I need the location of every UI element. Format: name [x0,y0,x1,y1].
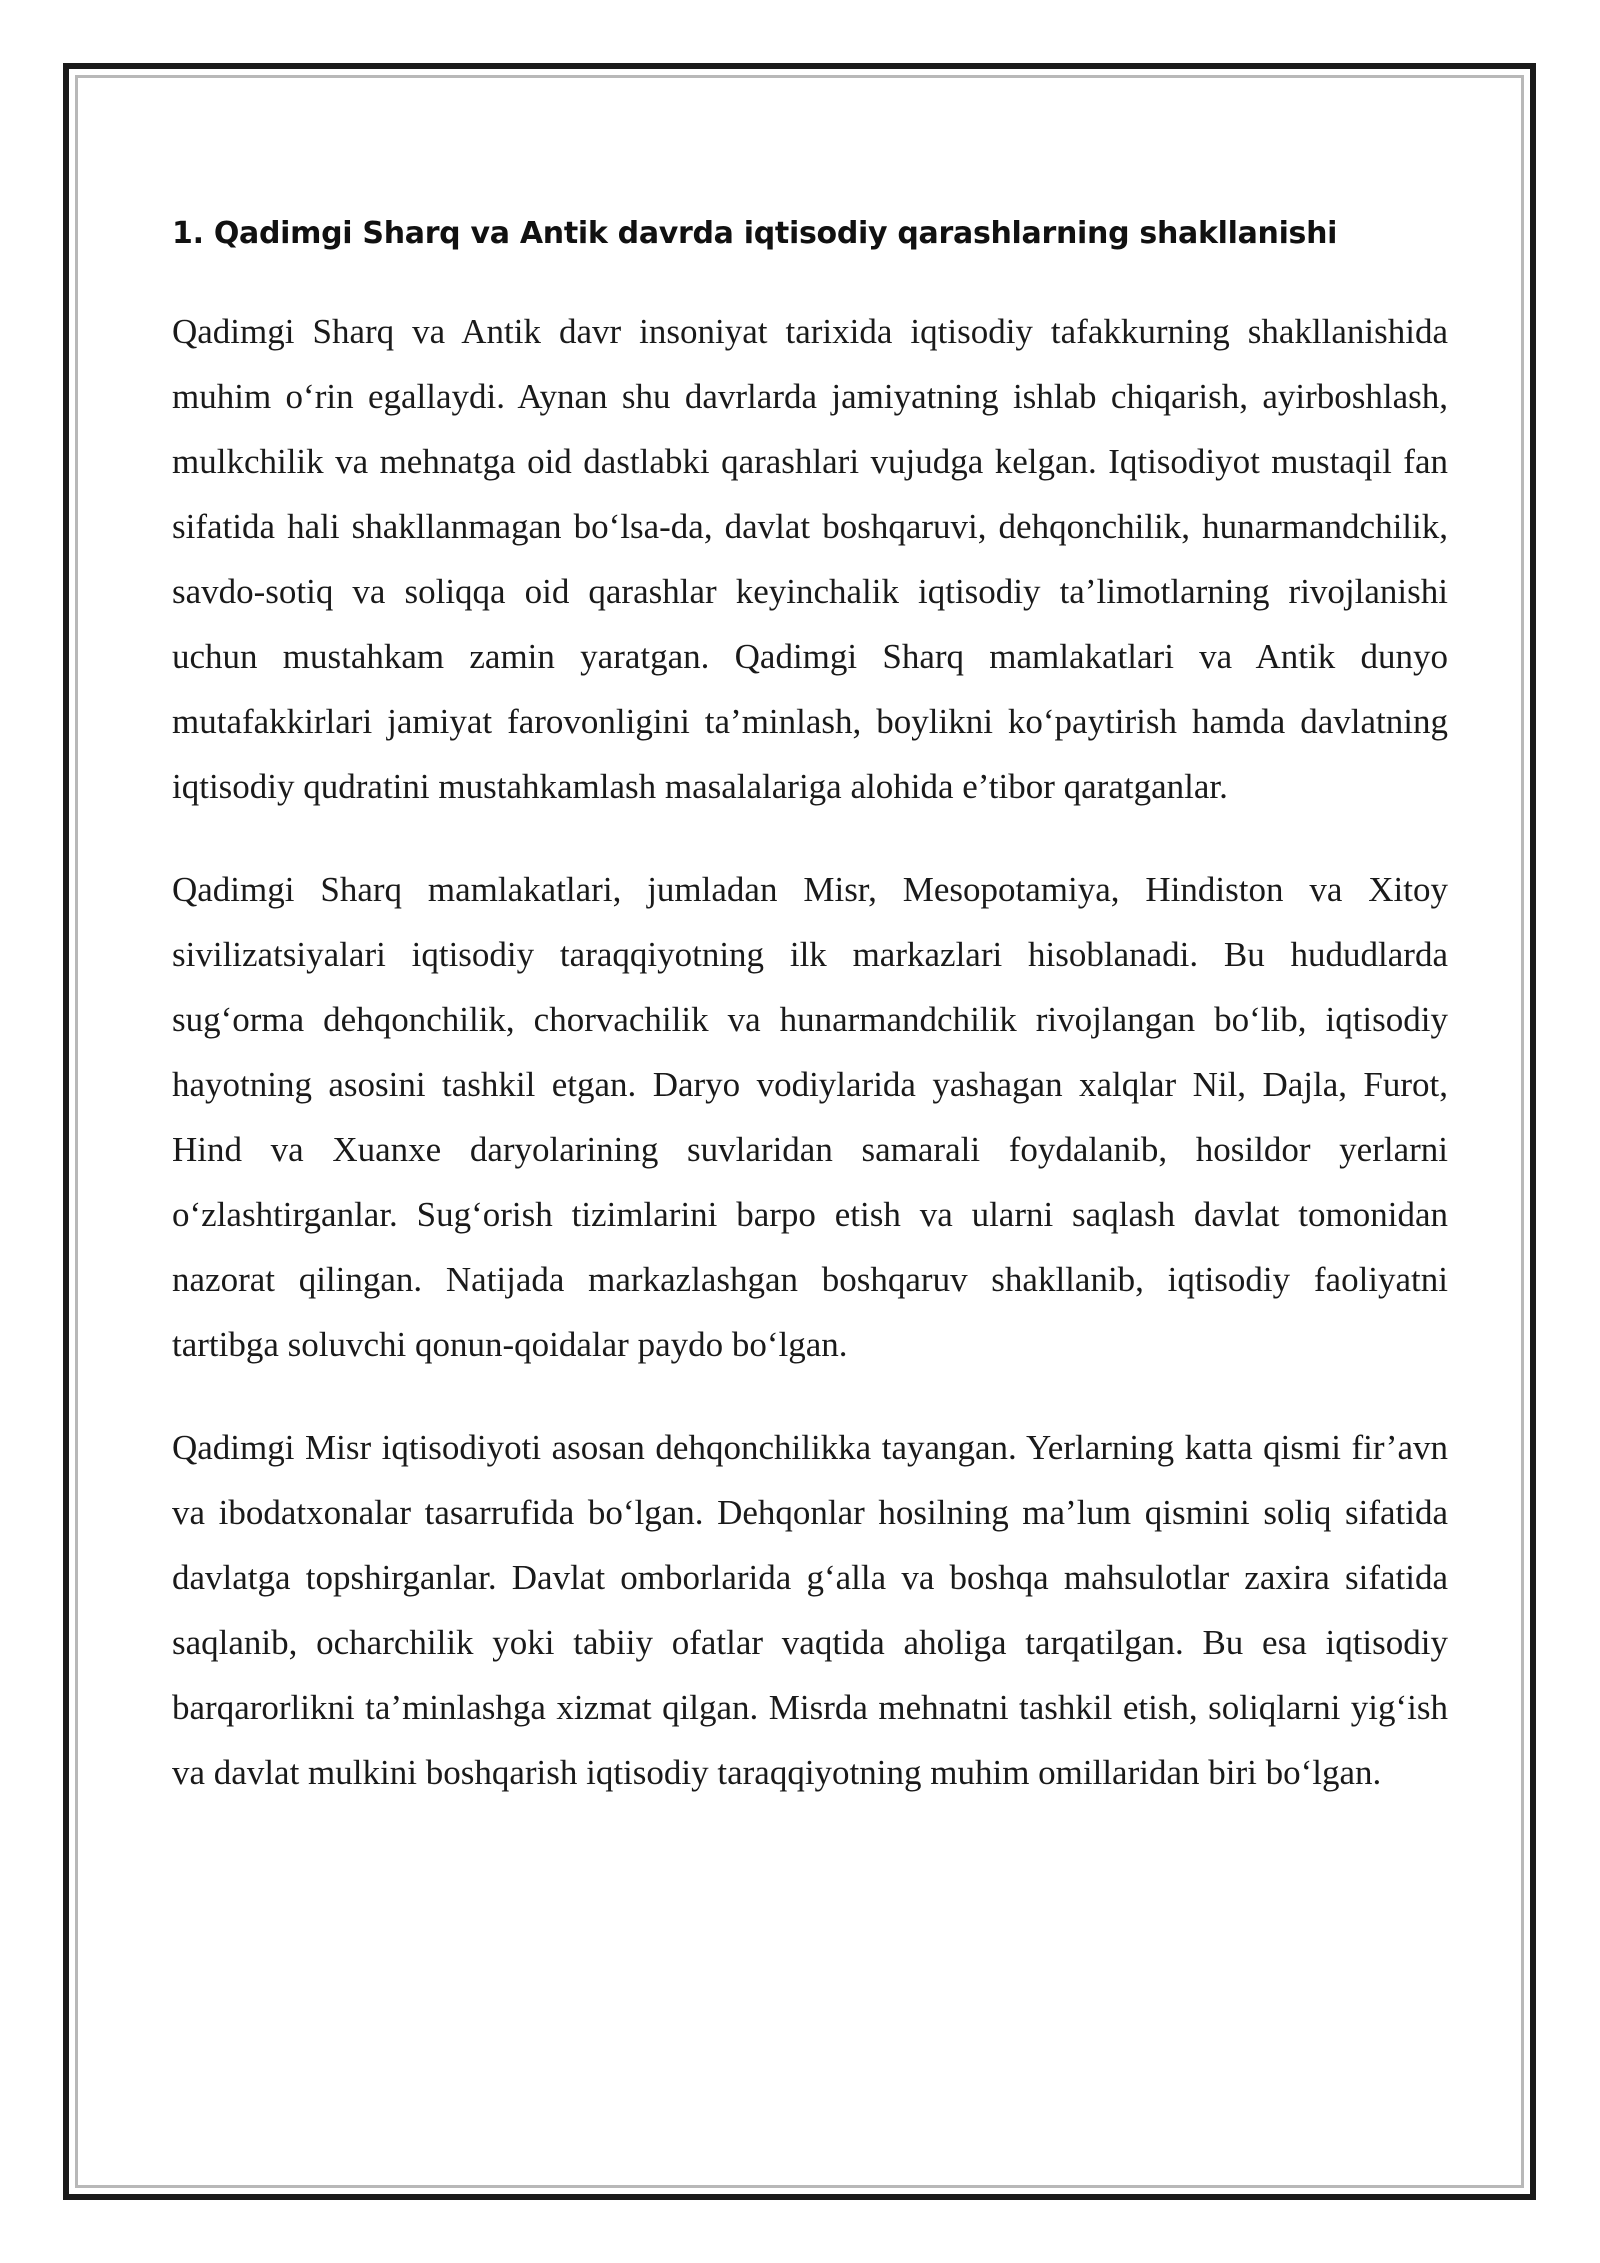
paragraph-eastern-civilizations: Qadimgi Sharq mamlakatlari, jumladan Misr, Mesopotamiya, Hindiston va Xitoy sivilizatsiyalari iqtisodiy taraqqiyotning ilk markazlari hisoblanadi. Bu hududlarda sug‘orma dehqonchilik, chorvachilik va hunarmandchilik rivojlangan bo‘lib, iqtisodiy hayotning asosini tashkil etgan. Daryo vodiylarida yashagan xalqlar Nil, Dajla, Furot, Hind va Xuanxe daryolarining suvlaridan samarali foydalanib, hosildor yerlarni o‘zlashtirganlar. Sug‘orish tizimlarini barpo etish va ularni saqlash davlat tomonidan nazorat qilingan. Natijada markazlashgan boshqaruv shakllanib, iqtisodiy faoliyatni tartibga soluvchi qonun-qoidalar paydo bo‘lgan. [172,870,1448,1364]
section-heading: 1. Qadimgi Sharq va Antik davrda iqtisodiy qarashlarning shakllanishi [172,216,1338,251]
paragraph-intro: Qadimgi Sharq va Antik davr insoniyat tarixida iqtisodiy tafakkurning shakllanishida muhim o‘rin egallaydi. Aynan shu davrlarda jamiyatning ishlab chiqarish, ayirboshlash, mulkchilik va mehnatga oid dastlabki qarashlari vujudga kelgan. Iqtisodiyot mustaqil fan sifatida hali shakllanmagan bo‘lsa-da, davlat boshqaruvi, dehqonchilik, hunarmandchilik, savdo-sotiq va soliqqa oid qarashlar keyinchalik iqtisodiy ta’limotlarning rivojlanishi uchun mustahkam zamin yaratgan. Qadimgi Sharq mamlakatlari va Antik dunyo mutafakkirlari jamiyat farovonligini ta’minlash, boylikni ko‘paytirish hamda davlatning iqtisodiy qudratini mustahkamlash masalalariga alohida e’tibor qaratganlar. [172,312,1448,806]
document-body [172,205,1448,1843]
paragraph-ancient-egypt: Qadimgi Misr iqtisodiyoti asosan dehqonchilikka tayangan. Yerlarning katta qismi fir’avn va ibodatxonalar tasarrufida bo‘lgan. Dehqonlar hosilning ma’lum qismini soliq sifatida davlatga topshirganlar. Davlat omborlarida g‘alla va boshqa mahsulotlar zaxira sifatida saqlanib, ocharchilik yoki tabiiy ofatlar vaqtida aholiga tarqatilgan. Bu esa iqtisodiy barqarorlikni ta’minlashga xizmat qilgan. Misrda mehnatni tashkil etish, soliqlarni yig‘ish va davlat mulkini boshqarish iqtisodiy taraqqiyotning muhim omillaridan biri bo‘lgan. [172,1428,1448,1792]
